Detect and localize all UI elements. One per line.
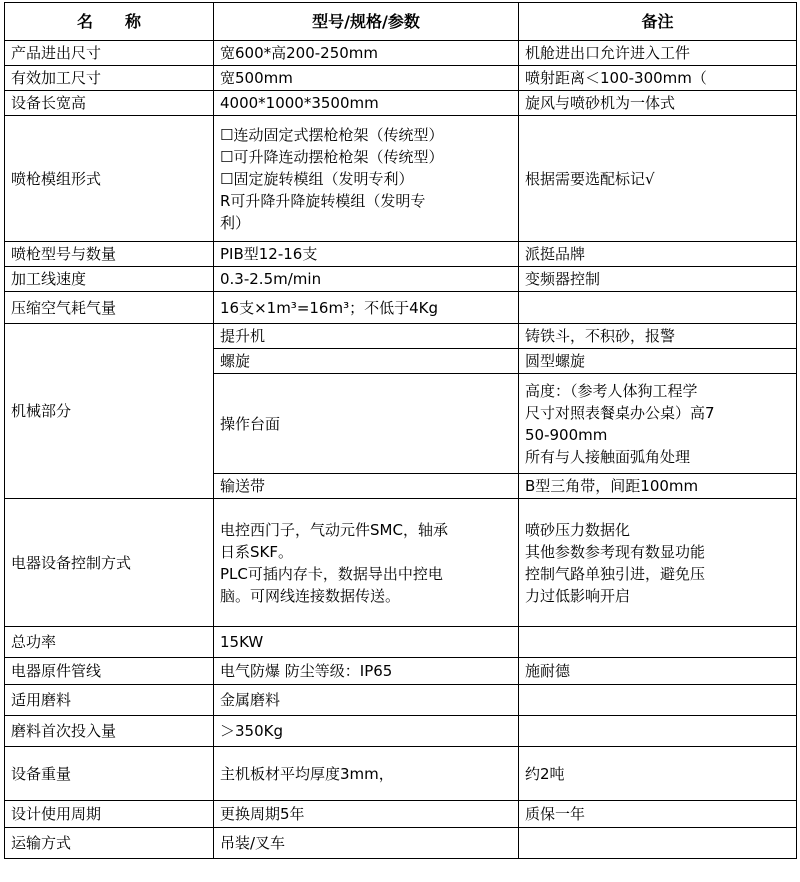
row-spec: 宽500mm [214,66,519,91]
table-row [5,267,797,292]
row-note: 喷射距离＜100-300mm（ [519,66,797,91]
row-note: 约2吨 [519,747,797,801]
table-row [5,658,797,685]
row-name: 设计使用周期 [5,801,214,828]
row-note [519,685,797,716]
row-name: 喷枪模组形式 [5,116,214,242]
row-spec: 金属磨料 [214,685,519,716]
table-row [5,801,797,828]
row-name: 压缩空气耗气量 [5,292,214,324]
row-spec: 提升机 [214,324,519,349]
table-row [5,292,797,324]
table-row [5,685,797,716]
table-row [5,627,797,658]
row-name: 电器原件管线 [5,658,214,685]
row-note: 派挺品牌 [519,242,797,267]
row-note: 旋风与喷砂机为一体式 [519,91,797,116]
table-row [5,747,797,801]
row-note: 圆型螺旋 [519,349,797,374]
row-note [519,716,797,747]
row-name: 适用磨料 [5,685,214,716]
row-note: 根据需要选配标记√ [519,116,797,242]
row-note [519,627,797,658]
row-spec: 电气防爆 防尘等级：IP65 [214,658,519,685]
row-spec: 输送带 [214,474,519,499]
header-note: 备注 [519,3,797,41]
table-row [5,41,797,66]
table-row [5,499,797,627]
row-spec: 更换周期5年 [214,801,519,828]
row-name: 有效加工尺寸 [5,66,214,91]
row-spec: 电控西门子，气动元件SMC，轴承 日系SKF。 PLC可插内存卡，数据导出中控电 脑。可网线连接数据传送。 [214,499,519,627]
table-row [5,91,797,116]
row-name: 磨料首次投入量 [5,716,214,747]
row-spec: 吊装/叉车 [214,828,519,859]
row-note: 变频器控制 [519,267,797,292]
row-note: 施耐德 [519,658,797,685]
row-note: 喷砂压力数据化 其他参数参考现有数显功能 控制气路单独引进，避免压 力过低影响开启 [519,499,797,627]
header-row [5,3,797,41]
row-note [519,828,797,859]
row-name: 喷枪型号与数量 [5,242,214,267]
row-spec: 主机板材平均厚度3mm， [214,747,519,801]
table-row [5,828,797,859]
row-spec: ＞350Kg [214,716,519,747]
row-note: 质保一年 [519,801,797,828]
row-spec: 16支×1m³=16m³；不低于4Kg [214,292,519,324]
row-note: 铸铁斗，不积砂，报警 [519,324,797,349]
row-name: 总功率 [5,627,214,658]
row-note: B型三角带，间距100mm [519,474,797,499]
row-spec: 宽600*高200-250mm [214,41,519,66]
row-name: 运输方式 [5,828,214,859]
spec-table [4,2,797,859]
row-name: 设备重量 [5,747,214,801]
row-spec: PIB型12-16支 [214,242,519,267]
row-spec: 0.3-2.5m/min [214,267,519,292]
row-note [519,292,797,324]
table-row [5,324,797,349]
header-spec: 型号/规格/参数 [214,3,519,41]
table-row [5,116,797,242]
row-spec: 操作台面 [214,374,519,474]
table-row [5,66,797,91]
table-row [5,716,797,747]
row-spec: 15KW [214,627,519,658]
header-name: 名 称 [5,3,214,41]
table-row [5,242,797,267]
row-name: 产品进出尺寸 [5,41,214,66]
row-name: 机械部分 [5,324,214,499]
row-note: 机舱进出口允许进入工件 [519,41,797,66]
row-name: 设备长宽高 [5,91,214,116]
row-spec: ☐连动固定式摆枪枪架（传统型） ☐可升降连动摆枪枪架（传统型） ☐固定旋转模组（发明专利） R可升降升降旋转模组（发明专 利） [214,116,519,242]
row-name: 加工线速度 [5,267,214,292]
row-name: 电器设备控制方式 [5,499,214,627]
row-spec: 4000*1000*3500mm [214,91,519,116]
row-spec: 螺旋 [214,349,519,374]
row-note: 高度：（参考人体狗工程学 尺寸对照表餐桌办公桌）高7 50-900mm 所有与人接触面弧角处理 [519,374,797,474]
